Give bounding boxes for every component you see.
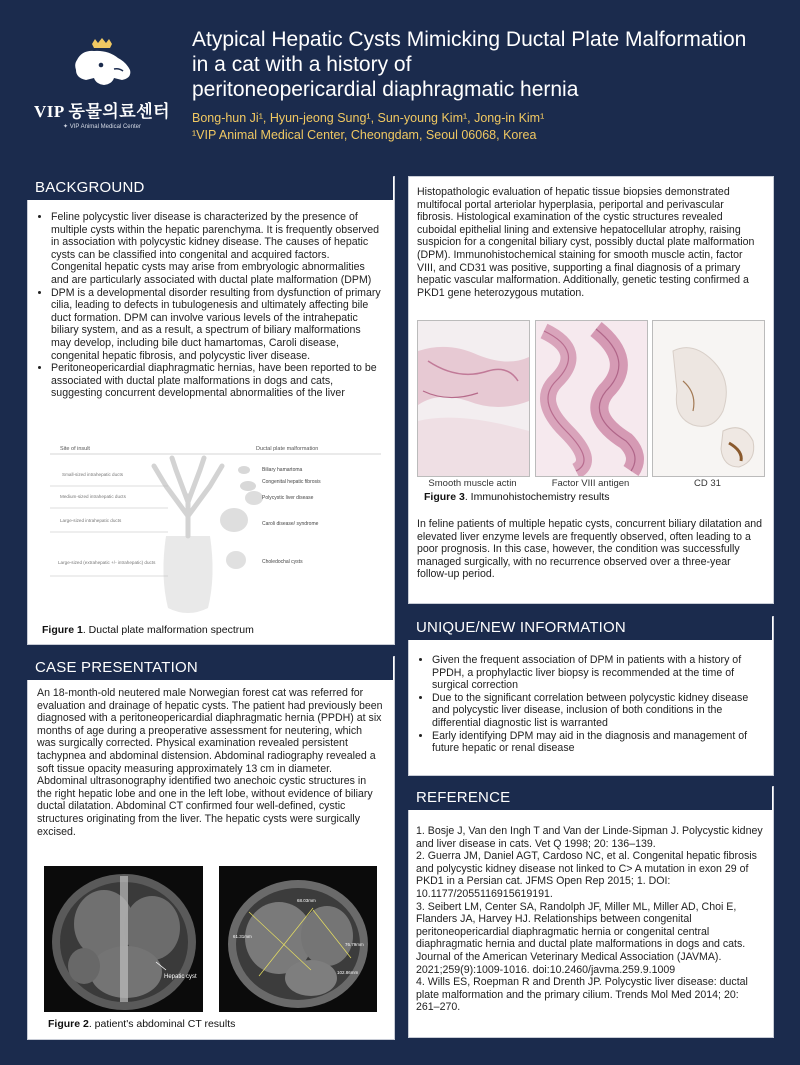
reference-heading: REFERENCE xyxy=(408,786,772,810)
figure1-caption-label: Figure 1 xyxy=(42,624,83,636)
ihc-label-sma: Smooth muscle actin xyxy=(428,478,517,489)
diagram-right-label-2: Congenital hepatic fibrosis xyxy=(262,479,321,485)
reference-item-4: 4. Wills ES, Roepman R and Drenth JP. Polycystic liver disease: ductal plate malformation and the primary cilium. Trends Mol Med 2014; 20: 261–270. xyxy=(416,976,748,1014)
title-line-3: peritoneopericardial diaphragmatic hernia xyxy=(192,78,579,101)
poster-header xyxy=(0,0,800,155)
figure3-caption-label: Figure 3 xyxy=(424,491,465,503)
ct-axial-image xyxy=(219,866,377,1012)
diagram-right-label-4: Caroli disease/ syndrome xyxy=(262,521,319,527)
affiliation: ¹VIP Animal Medical Center, Cheongdam, Seoul 06068, Korea xyxy=(192,128,537,142)
case-heading: CASE PRESENTATION xyxy=(27,656,393,680)
reference-item-1: 1. Bosje J, Van den Ingh T and Van der Linde-Sipman J. Polycystic kidney and liver disease in cats. Vet Q 1998; 20: 136–139. xyxy=(416,825,763,850)
histo-conclusion: In feline patients of multiple hepatic cysts, concurrent biliary dilatation and elevated liver enzyme levels are frequently observed, often leading to a poor prognosis. In this case, however, the condition was successfully managed surgically, with no recurrence observed over a three-year follow-up period. xyxy=(417,518,763,581)
diagram-right-label-5: Choledochal cysts xyxy=(262,559,303,565)
dog-crown-icon xyxy=(22,38,182,90)
diagram-left-label-3: Large-sized intrahepatic ducts xyxy=(60,518,122,523)
title-line-2: in a cat with a history of xyxy=(192,53,412,76)
unique-text xyxy=(418,654,764,755)
ct-measure-4: 102.86mm xyxy=(337,970,359,975)
logo-subtitle: ✦ VIP Animal Medical Center xyxy=(63,124,141,130)
figure2-caption-label: Figure 2 xyxy=(48,1018,89,1030)
figure3-caption-text: . Immunohistochemistry results xyxy=(464,491,610,503)
ductal-plate-diagram xyxy=(48,436,383,618)
background-heading: BACKGROUND xyxy=(27,176,393,200)
author-block xyxy=(192,110,782,144)
authors: Bong-hun Ji¹, Hyun-jeong Sung¹, Sun-young Kim¹, Jong-in Kim¹ xyxy=(192,111,545,125)
ihc-factor8-image xyxy=(535,320,648,477)
logo-name: VIP 동물의료센터 xyxy=(33,102,171,121)
ct-hepatic-cyst-label: Hepatic cyst xyxy=(164,974,197,980)
diagram-left-label-2: Medium-sized intrahepatic ducts xyxy=(60,494,126,499)
background-bullet-2: • DPM is a developmental disorder resulting from dysfunction of primary cilia, leading to defects in tubulogenesis and ultimately affecting bile duct formation. DPM can involve various levels of the intrahepatic biliary system, and as a result, a spectrum of biliary malformations may develop, including bile duct hamartomas, Caroli disease, congenital hepatic fibrosis, and polycystic liver disease. xyxy=(51,287,383,363)
unique-bullet-2: • Due to the significant correlation between polycystic kidney disease and polycystic liver disease, inclusion of both conditions in the differential diagnostic list is warranted xyxy=(432,692,764,730)
diagram-right-label-3: Polycystic liver disease xyxy=(262,495,314,501)
figure2-caption xyxy=(48,1018,235,1030)
ihc-cd31-image xyxy=(652,320,765,477)
histo-text: Histopathologic evaluation of hepatic tissue biopsies demonstrated multifocal portal arteriolar hyperplasia, periportal and perivascular fibrosis. Histological examination of the cystic structures revealed cuboidal epithelial lining and extensive hepatocellular atrophy, raising suspicion for a congenital biliary cyst, possibly ductal plate malformation (DPM). Immunohistochemical staining for smooth muscle actin, factor VIII, and CD31 was positive, supporting a final diagnosis of a primary hepatic vascular malformation. Additionally, genetic testing confirmed a PKD1 gene heterozygous mutation. xyxy=(417,186,755,299)
unique-bullet-1: • Given the frequent association of DPM in patients with a history of PPDH, a prophylactic liver biopsy is recommended at the time of surgical correction xyxy=(432,654,764,692)
ct-measure-2: 68.03mm xyxy=(297,898,316,903)
figure2-caption-text: . patient's abdominal CT results xyxy=(88,1018,236,1030)
vip-logo xyxy=(22,38,182,128)
figure1-caption xyxy=(42,624,254,636)
ct-measure-1: 61.31mm xyxy=(233,934,252,939)
ct-axial-graphic xyxy=(219,866,377,1012)
case-text: An 18-month-old neutered male Norwegian forest cat was referred for evaluation and drainage of hepatic cysts. The patient had previously been diagnosed with a peritoneopericardial diaphragmatic hernia (PPDH) at six months of age during a preoperative assessment for neutering, which was surgically corrected. Physical examination revealed persistent tachypnea and abdominal distension. Abdominal radiography revealed a soft tissue opacity measuring approximately 13 cm in diameter. Abdominal ultrasonography identified two anechoic cystic structures in the right hepatic lobe and one in the left lobe, without evidence of biliary ductal dilatation. Abdominal CT confirmed four well-defined, cystic structures originating from the liver. The hepatic cysts were surgically excised. xyxy=(37,687,383,838)
diagram-right-label-1: Biliary hamartoma xyxy=(262,467,303,473)
poster-title xyxy=(192,27,782,102)
reference-list xyxy=(416,825,764,1014)
ihc-label-factor8: Factor VIII antigen xyxy=(551,478,630,489)
diagram-left-label-1: Small-sized intrahepatic ducts xyxy=(62,472,124,477)
reference-item-2: 2. Guerra JM, Daniel AGT, Cardoso NC, et al. Congenital hepatic fibrosis and polycystic kidney disease not linked to C> A mutation in exon 29 of PKD1 in a Persian cat. JFMS Open Rep 2015; 1. DOI: 10.1177/2055116915619191. xyxy=(416,850,757,900)
unique-heading: UNIQUE/NEW INFORMATION xyxy=(408,616,772,640)
figure1-caption-text: . Ductal plate malformation spectrum xyxy=(82,624,254,636)
background-bullet-3: • Peritoneopericardial diaphragmatic hernias, have been reported to be associated with ductal plate malformations in dogs and cats, suggesting concurrent developmental abnormalities of the liver xyxy=(51,362,383,400)
ihc-cd31-graphic xyxy=(653,321,764,476)
ct-measure-3: 76.79mm xyxy=(345,942,364,947)
diagram-left-label-4: Large-sized (extrahepatic +/- intrahepatic) ducts xyxy=(58,560,156,565)
ihc-sma-image xyxy=(417,320,530,477)
diagram-right-title: Ductal plate malformation xyxy=(256,446,319,452)
background-text xyxy=(37,211,383,400)
unique-bullet-3: • Early identifying DPM may aid in the diagnosis and management of future hepatic or renal disease xyxy=(432,730,764,755)
ihc-label-cd31: CD 31 xyxy=(694,478,721,489)
ihc-sma-graphic xyxy=(418,321,529,476)
ct-coronal-image xyxy=(44,866,203,1012)
reference-item-3: 3. Seibert LM, Center SA, Randolph JF, Miller ML, Miller AD, Choi E, Flanders JA, Harvey HJ. Relationships between congenital peritoneopericardial diaphragmatic hernia or congenital central diaphragmatic hernia and ductal plate malformations in dogs and cats. Journal of the American Veterinary Medical Association (JAVMA). 2021;259(9):1009-1016. doi:10.2460/javma.259.9.1009 xyxy=(416,900,746,976)
background-bullet-1: • Feline polycystic liver disease is characterized by the presence of multiple cysts within the hepatic parenchyma. It is frequently observed in association with polycystic kidney disease. The causes of hepatic cysts can be classified into congenital and acquired factors. Congenital hepatic cysts may arise from embryologic abnormalities and are particularly associated with ductal plate malformation (DPM) xyxy=(51,211,383,287)
ihc-factor8-graphic xyxy=(536,321,647,476)
ct-coronal-graphic xyxy=(44,866,203,1012)
title-line-1: Atypical Hepatic Cysts Mimicking Ductal Plate Malformation xyxy=(192,28,747,51)
figure3-caption xyxy=(424,491,610,503)
diagram-left-title: Site of insult xyxy=(60,446,90,452)
